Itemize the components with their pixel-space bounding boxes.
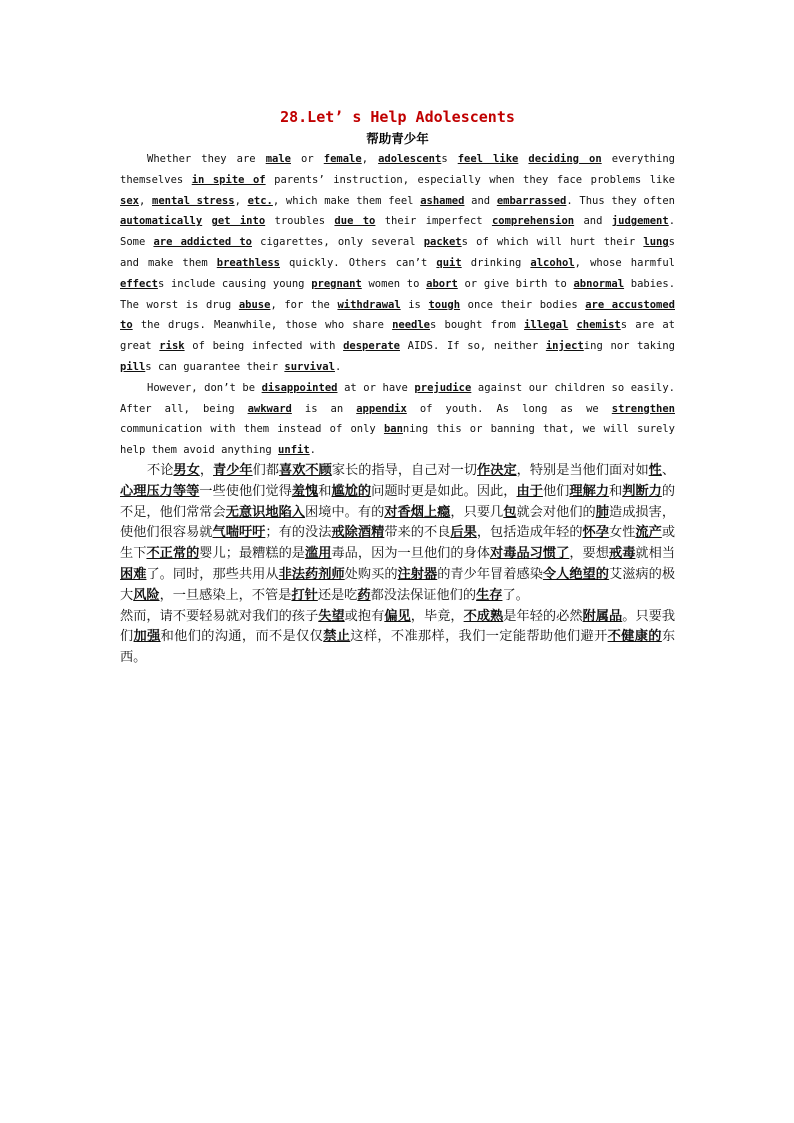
text-run: troubles bbox=[265, 215, 335, 228]
vocab-term: 不正常的 bbox=[146, 546, 200, 562]
text-run: once their bodies bbox=[460, 298, 586, 311]
vocab-term: 药 bbox=[357, 587, 371, 603]
vocab-term: quit bbox=[436, 256, 462, 269]
vocab-term: 困难 bbox=[120, 566, 147, 582]
vocab-term: adolescent bbox=[378, 153, 442, 165]
vocab-term: male bbox=[265, 153, 291, 165]
vocab-term: abort bbox=[426, 277, 458, 290]
text-run: . bbox=[309, 444, 316, 457]
text-run: 的不足，他们常常会 bbox=[120, 483, 676, 520]
text-run: 毒品，因为一旦他们的身体 bbox=[331, 546, 491, 562]
vocab-term: pill bbox=[120, 360, 146, 373]
text-run: , whose harmful bbox=[574, 256, 675, 269]
vocab-term: 肺 bbox=[595, 504, 609, 520]
text-run: ，只要几 bbox=[450, 504, 504, 520]
vocab-term: illegal bbox=[524, 319, 569, 332]
vocab-term: 喜欢不顾 bbox=[279, 462, 332, 478]
text-run: , bbox=[361, 153, 379, 165]
vocab-term: prejudice bbox=[414, 381, 472, 394]
vocab-term: alcohol bbox=[530, 256, 575, 269]
text-run: , which make them feel bbox=[272, 194, 421, 207]
vocab-term: 气喘吁吁 bbox=[212, 525, 266, 541]
text-run: , for the bbox=[270, 298, 338, 311]
text-run: 女性 bbox=[608, 525, 636, 541]
text-run: . Thus they often bbox=[566, 194, 675, 207]
vocab-term: 怀孕 bbox=[582, 525, 609, 541]
vocab-term: inject bbox=[545, 340, 584, 353]
text-run: quickly. Others can’t bbox=[279, 256, 437, 269]
text-run: 婴儿；最糟糕的是 bbox=[199, 546, 306, 562]
text-run: and bbox=[464, 194, 497, 207]
vocab-term: 对香烟上瘾 bbox=[384, 504, 451, 520]
vocab-term: 注射器 bbox=[397, 566, 438, 582]
text-run: of being infected with bbox=[184, 340, 344, 353]
text-run: 、 bbox=[661, 462, 676, 478]
vocab-term: 偏见 bbox=[384, 608, 411, 624]
text-run: of youth. As long as we bbox=[406, 402, 612, 415]
vocab-term: embarrassed bbox=[496, 194, 567, 207]
text-run: is bbox=[400, 298, 429, 311]
vocab-term: feel like bbox=[457, 153, 519, 165]
text-run: s bought from bbox=[430, 319, 525, 332]
vocab-term: risk bbox=[159, 340, 185, 353]
text-run: . Some bbox=[120, 215, 676, 249]
text-run: However, don’t be bbox=[147, 381, 262, 394]
text-run: ，特别是当他们面对如 bbox=[516, 462, 649, 478]
vocab-term: 不成熟 bbox=[463, 608, 504, 624]
document-subtitle: 帮助青少年 bbox=[366, 131, 429, 146]
text-run: 就会对他们的 bbox=[516, 504, 596, 520]
vocab-term: 加强 bbox=[133, 629, 161, 645]
vocab-term: due to bbox=[334, 215, 376, 228]
vocab-term: 不健康的 bbox=[607, 629, 662, 645]
text-run: ning this or banning that, we will surely help them avoid anything bbox=[120, 423, 675, 457]
text-run: against our children so easily. After all, being bbox=[120, 381, 675, 415]
vocab-term: 等等 bbox=[172, 483, 200, 499]
text-run: everything themselves bbox=[120, 153, 675, 186]
vocab-term: 理解力 bbox=[569, 483, 610, 499]
text-run: 就相当 bbox=[635, 546, 676, 562]
text-run: 处购买的 bbox=[344, 566, 398, 582]
text-run: ， bbox=[199, 462, 214, 478]
vocab-term: get into bbox=[211, 215, 266, 228]
vocab-term: 后果 bbox=[450, 525, 477, 541]
text-run: 和 bbox=[609, 483, 623, 499]
vocab-term: sex bbox=[120, 194, 139, 207]
text-run: , bbox=[234, 194, 248, 207]
vocab-term: female bbox=[323, 153, 362, 165]
text-run: or bbox=[290, 153, 324, 165]
text-run: parents’ instruction, especially when they face problems like bbox=[265, 173, 675, 186]
text-run: or give birth to bbox=[457, 277, 574, 290]
text-run: 都没法保证他们的 bbox=[370, 587, 477, 603]
text-run: ，一旦感染上，不管是 bbox=[159, 587, 292, 603]
text-run: 不论 bbox=[147, 462, 174, 478]
vocab-term: 判断力 bbox=[622, 483, 662, 499]
vocab-term: effect bbox=[120, 277, 158, 290]
vocab-term: in spite of bbox=[191, 173, 266, 186]
text-run: drinking bbox=[461, 256, 531, 269]
text-run: 带来的不良 bbox=[384, 525, 451, 541]
text-run: communication with them instead of only bbox=[120, 423, 384, 436]
vocab-term: are accustomed to bbox=[120, 298, 675, 332]
vocab-term: 禁止 bbox=[323, 629, 351, 645]
text-run: 艾滋病的极大 bbox=[120, 566, 676, 603]
text-run: s bbox=[441, 153, 458, 165]
vocab-term: awkward bbox=[247, 402, 292, 415]
vocab-term: chemist bbox=[576, 319, 621, 332]
document-page bbox=[120, 106, 675, 669]
vocab-term: 令人绝望的 bbox=[542, 566, 609, 582]
text-run: 和 bbox=[318, 483, 332, 499]
text-run bbox=[518, 153, 528, 165]
vocab-term: breathless bbox=[216, 256, 280, 269]
vocab-term: withdrawal bbox=[337, 298, 401, 311]
vocab-term: deciding on bbox=[528, 153, 602, 165]
vocab-term: etc. bbox=[247, 194, 273, 207]
vocab-term: needle bbox=[392, 319, 431, 332]
vocab-term: strengthen bbox=[611, 402, 675, 415]
text-run: women to bbox=[361, 277, 427, 290]
vocab-term: 滥用 bbox=[305, 546, 332, 562]
vocab-term: lung bbox=[643, 236, 669, 249]
vocab-term: disappointed bbox=[261, 381, 338, 394]
vocab-term: abnormal bbox=[573, 277, 625, 290]
text-run: 东西。 bbox=[120, 629, 676, 666]
text-run: , bbox=[138, 194, 152, 207]
text-run: at or have bbox=[337, 381, 415, 394]
text-run: ，包括造成年轻的 bbox=[476, 525, 583, 541]
text-run: s can guarantee their bbox=[145, 360, 285, 373]
vocab-term: survival bbox=[284, 360, 335, 373]
text-run: ing nor taking bbox=[583, 340, 676, 353]
text-run: 了。同时，那些共用从 bbox=[146, 566, 279, 582]
text-run: ，要想 bbox=[569, 546, 609, 562]
vocab-term: unfit bbox=[278, 444, 310, 457]
text-run: 或生下 bbox=[120, 525, 676, 562]
text-run: ，毕竟， bbox=[410, 608, 464, 624]
vocab-term: desperate bbox=[343, 340, 400, 353]
text-run: s are at great bbox=[120, 319, 676, 353]
vocab-term: 戒除酒精 bbox=[331, 525, 385, 541]
vocab-term: 青少年 bbox=[213, 462, 253, 478]
text-run: 和他们的沟通，而不是仅仅 bbox=[160, 629, 324, 645]
document-title: 28.Let’ s Help Adolescents bbox=[280, 108, 515, 126]
vocab-term: ashamed bbox=[420, 194, 465, 207]
vocab-term: 无意识地陷入 bbox=[225, 504, 306, 520]
text-run: ；有的没法 bbox=[265, 525, 332, 541]
vocab-term: 非法药剂师 bbox=[278, 566, 345, 582]
text-run: 困境中。有的 bbox=[305, 504, 385, 520]
vocab-term: 风险 bbox=[133, 587, 160, 603]
vocab-term: 羞愧 bbox=[291, 483, 319, 499]
text-run: 还是吃 bbox=[317, 587, 358, 603]
text-run: 的青少年冒着感染 bbox=[437, 566, 543, 582]
vocab-term: pregnant bbox=[311, 277, 362, 290]
text-run: s and make them bbox=[120, 236, 675, 269]
text-run: 他们 bbox=[542, 483, 570, 499]
text-run: their imperfect bbox=[375, 215, 492, 228]
text-run: the drugs. Meanwhile, those who share bbox=[132, 319, 393, 332]
text-run: 们都 bbox=[252, 462, 280, 478]
vocab-term: mental stress bbox=[152, 194, 235, 207]
vocab-term: packet bbox=[423, 236, 462, 249]
vocab-term: 附属品 bbox=[582, 608, 623, 624]
text-run: 这样，不准那样，我们一定能帮助他们避开 bbox=[350, 629, 608, 645]
text-run: 了。 bbox=[502, 587, 529, 603]
text-run: s of which will hurt their bbox=[461, 236, 644, 249]
text-run: Whether they are bbox=[147, 153, 266, 165]
vocab-term: 性 bbox=[648, 462, 662, 478]
text-run: babies. The worst is drug bbox=[120, 277, 676, 311]
vocab-term: 失望 bbox=[318, 608, 345, 624]
vocab-term: 尴尬的 bbox=[331, 483, 372, 499]
text-run: 是年轻的必然 bbox=[503, 608, 583, 624]
vocab-term: comprehension bbox=[491, 215, 575, 228]
text-run: is an bbox=[291, 402, 357, 415]
vocab-term: tough bbox=[428, 298, 461, 311]
vocab-term: 由于 bbox=[516, 483, 543, 499]
text-run: 家长的指导，自己对一切 bbox=[331, 462, 478, 478]
vocab-term: 戒毒 bbox=[608, 546, 636, 562]
vocab-term: 生存 bbox=[476, 587, 503, 603]
vocab-term: automatically bbox=[120, 215, 203, 228]
vocab-term: 对毒品习惯了 bbox=[490, 546, 570, 562]
english-paragraph-2 bbox=[120, 378, 675, 461]
text-run: 然而，请不要轻易就对我们的孩子 bbox=[120, 608, 319, 624]
vocab-term: ban bbox=[383, 423, 403, 436]
text-run: . bbox=[334, 360, 342, 373]
vocab-term: appendix bbox=[356, 402, 407, 415]
vocab-term: are addicted to bbox=[153, 236, 252, 249]
vocab-term: 心理压力 bbox=[120, 483, 173, 499]
text-run: cigarettes, only several bbox=[251, 236, 424, 249]
vocab-term: 流产 bbox=[635, 525, 662, 541]
text-run: s include causing young bbox=[157, 277, 312, 290]
text-run: AIDS. If so, neither bbox=[400, 340, 546, 353]
text-run: 或抱有 bbox=[344, 608, 385, 624]
vocab-term: judgement bbox=[611, 215, 669, 228]
vocab-term: 男女 bbox=[173, 462, 200, 478]
text-run: 。只要我们 bbox=[120, 608, 676, 645]
vocab-term: 作决定 bbox=[477, 462, 517, 478]
vocab-term: 包 bbox=[503, 504, 517, 520]
english-paragraph-1 bbox=[120, 149, 675, 378]
text-run bbox=[202, 215, 211, 227]
vocab-term: 打针 bbox=[291, 587, 318, 603]
text-run: 造成损害，使他们很容易就 bbox=[120, 504, 676, 541]
chinese-paragraph-1 bbox=[120, 461, 675, 607]
text-run: 一些使他们觉得 bbox=[199, 483, 292, 499]
vocab-term: abuse bbox=[238, 298, 271, 311]
text-run: and bbox=[574, 215, 612, 228]
chinese-paragraph-2 bbox=[120, 607, 675, 669]
text-run: 问题时更是如此。因此， bbox=[371, 483, 517, 499]
